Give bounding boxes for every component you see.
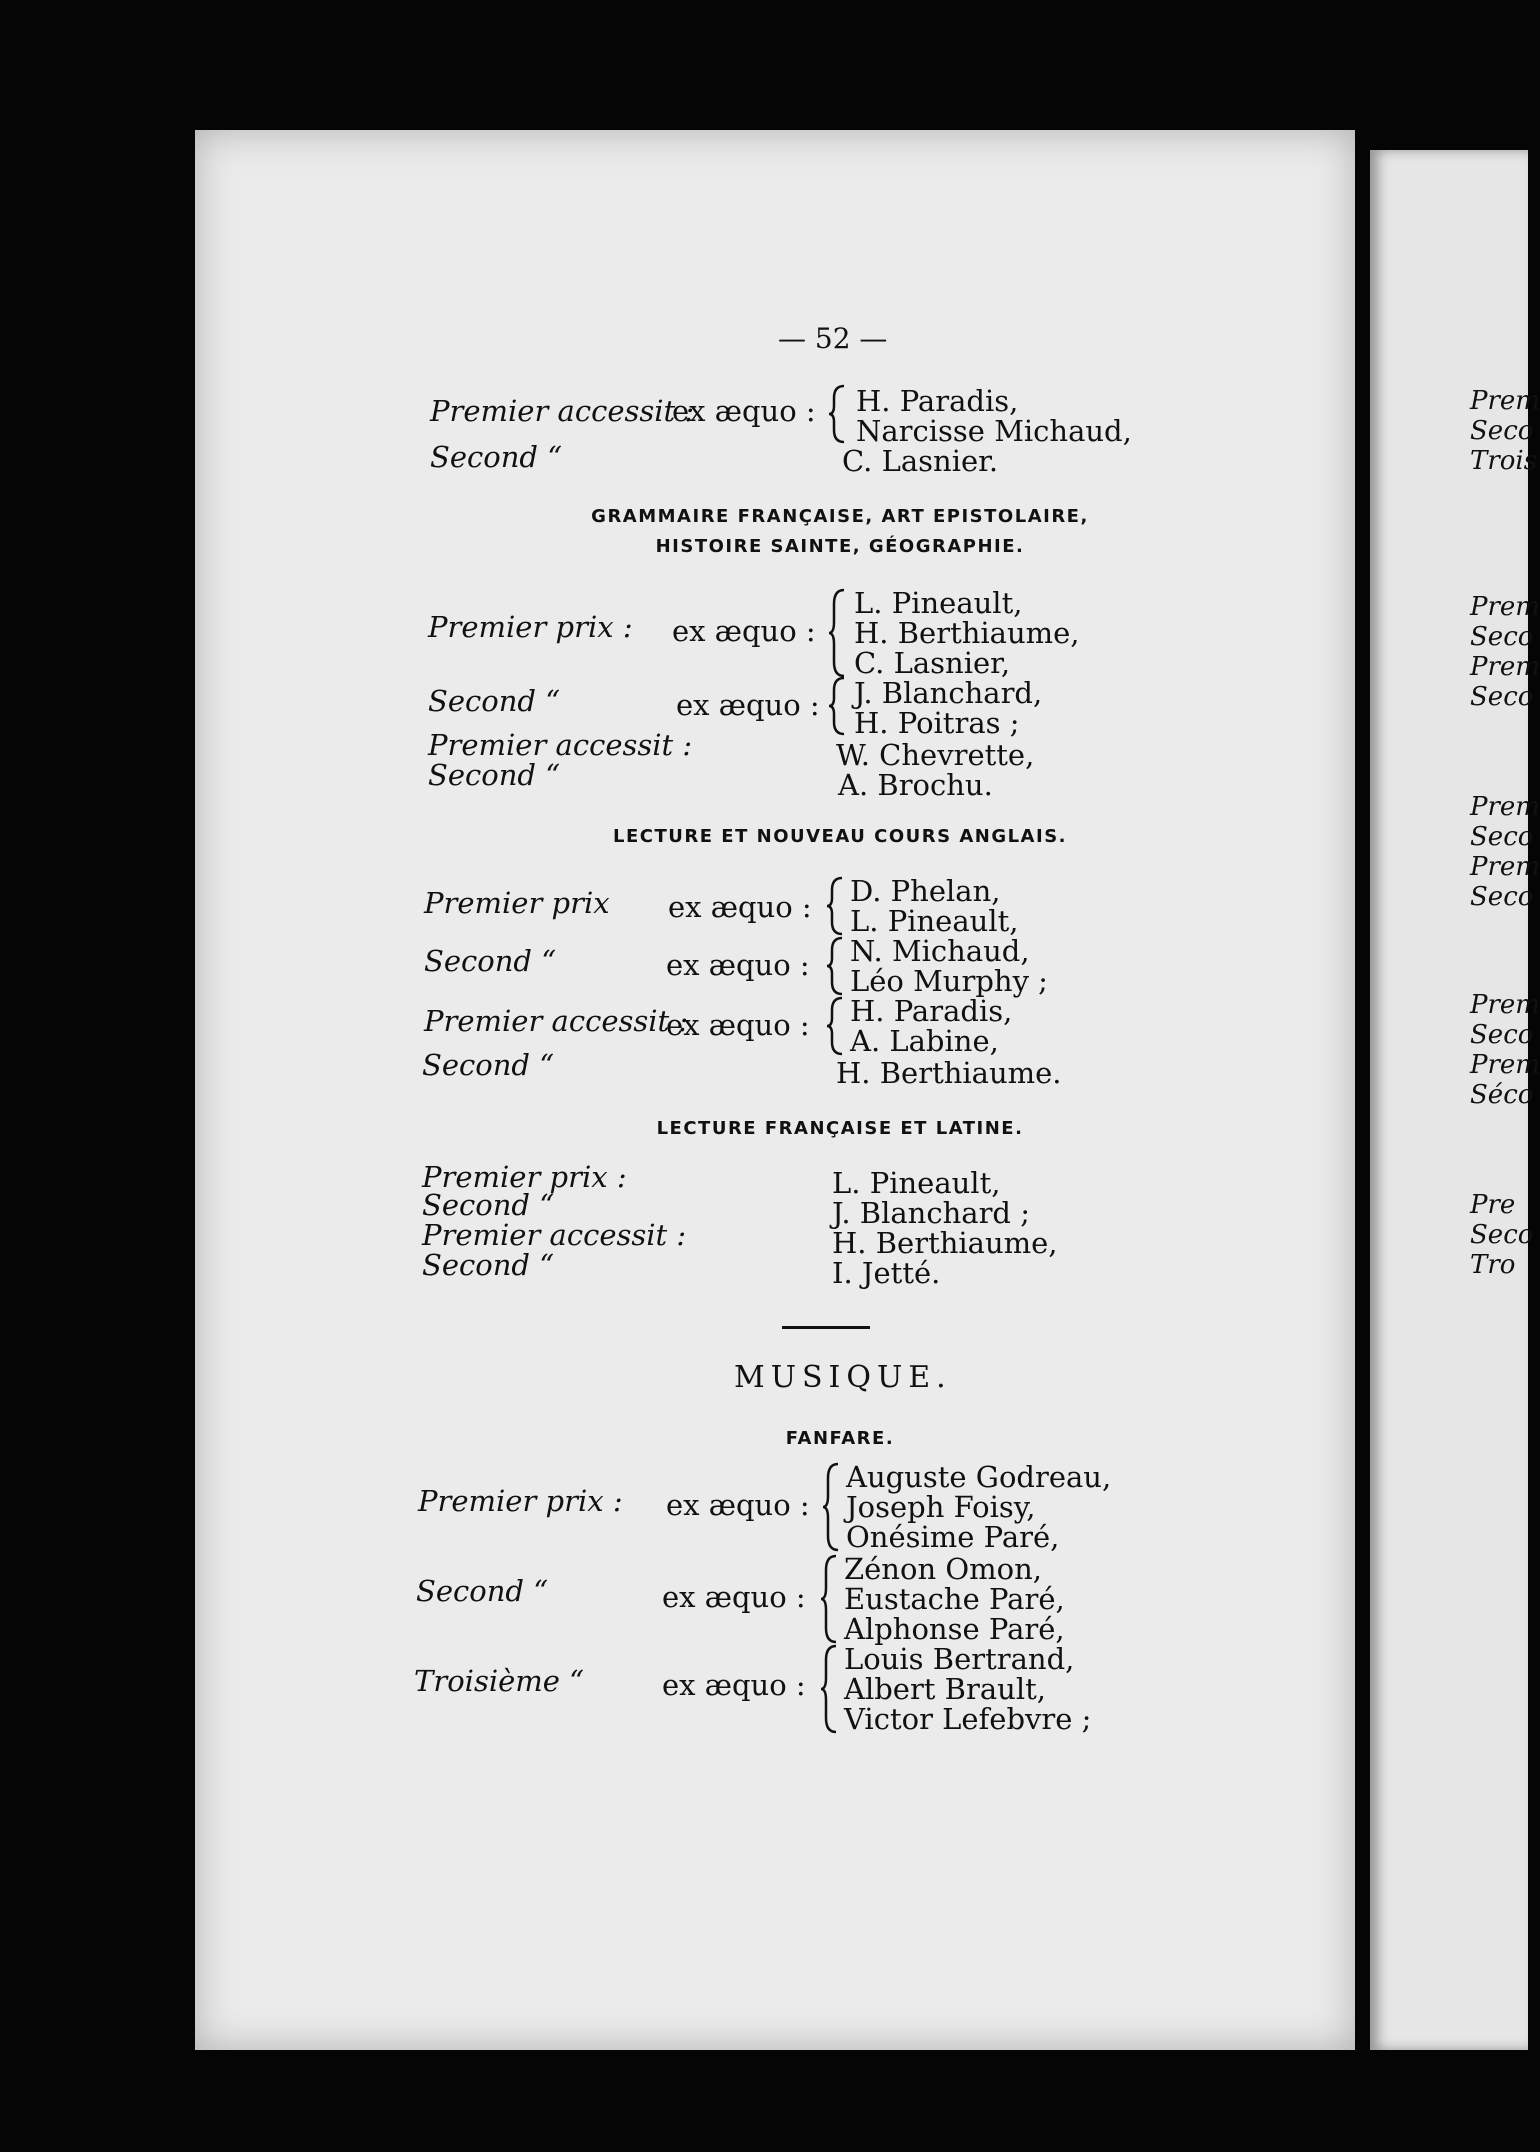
brace-icon — [828, 384, 848, 444]
name-entry: Alphonse Paré, — [844, 1612, 1065, 1646]
name-entry: Zénon Omon, — [844, 1552, 1042, 1586]
name-entry: I. Jetté. — [832, 1256, 941, 1290]
name-entry: Louis Bertrand, — [844, 1642, 1075, 1676]
name-entry: L. Pineault, — [832, 1166, 1001, 1200]
brace-icon — [826, 936, 846, 996]
name-entry: N. Michaud, — [850, 934, 1030, 968]
section-heading: HISTOIRE SAINTE, GÉOGRAPHIE. — [655, 536, 1025, 557]
row-label: Premier accessit : — [424, 1004, 689, 1038]
name-entry: D. Phelan, — [850, 874, 1001, 908]
name-entry: H. Berthiaume, — [854, 616, 1080, 650]
right-page-fragment: Seco — [1470, 1020, 1534, 1050]
right-page-fragment: Prem — [1470, 1050, 1540, 1080]
name-entry: Narcisse Michaud, — [856, 414, 1132, 448]
right-page-fragment: Prem — [1470, 852, 1540, 882]
name-entry: H. Poitras ; — [854, 706, 1020, 740]
section-divider — [782, 1326, 870, 1329]
brace-icon — [820, 1554, 840, 1644]
ex-aequo-label: ex æquo : — [666, 1008, 810, 1042]
right-page-fragment: Prem — [1470, 386, 1540, 416]
name-entry: A. Brochu. — [838, 768, 993, 802]
ex-aequo-label: ex æquo : — [662, 1668, 806, 1702]
brace-icon — [820, 1644, 840, 1734]
ex-aequo-label: ex æquo : — [672, 614, 816, 648]
row-label: Premier prix : — [418, 1484, 623, 1518]
row-label: Second “ — [430, 440, 563, 474]
section-title: MUSIQUE. — [734, 1360, 952, 1395]
right-page-fragment: Seco — [1470, 882, 1534, 912]
row-label: Premier prix : — [422, 1160, 627, 1194]
row-label: Troisième “ — [414, 1664, 584, 1698]
name-entry: J. Blanchard, — [854, 676, 1043, 710]
right-page-fragment: Prem — [1470, 792, 1540, 822]
page-number: — 52 — — [778, 322, 888, 355]
name-entry: Joseph Foisy, — [846, 1490, 1036, 1524]
right-page-fragment: Seco — [1470, 1220, 1534, 1250]
right-page-fragment: Séco — [1470, 1080, 1534, 1110]
brace-icon — [826, 996, 846, 1056]
row-label: Premier accessit : — [430, 394, 695, 428]
name-entry: H. Berthiaume. — [836, 1056, 1062, 1090]
name-entry: L. Pineault, — [850, 904, 1019, 938]
brace-icon — [828, 676, 848, 736]
name-entry: H. Berthiaume, — [832, 1226, 1058, 1260]
ex-aequo-label: ex æquo : — [666, 948, 810, 982]
right-page-fragment: Seco — [1470, 622, 1534, 652]
row-label: Second “ — [422, 1248, 555, 1282]
right-page-fragment: Prem — [1470, 990, 1540, 1020]
row-label: Premier accessit : — [428, 728, 693, 762]
right-page-fragment: Trois — [1470, 446, 1538, 476]
right-page-fragment: Seco — [1470, 822, 1534, 852]
row-label: Second “ — [416, 1574, 549, 1608]
row-label: Second “ — [422, 1048, 555, 1082]
section-heading: GRAMMAIRE FRANÇAISE, ART EPISTOLAIRE, — [591, 506, 1089, 527]
right-page-fragment: Seco — [1470, 416, 1534, 446]
right-page-fragment: Tro — [1470, 1250, 1516, 1280]
right-page-fragment: Prem — [1470, 592, 1540, 622]
ex-aequo-label: ex æquo : — [666, 1488, 810, 1522]
name-entry: Eustache Paré, — [844, 1582, 1065, 1616]
ex-aequo-label: ex æquo : — [676, 688, 820, 722]
name-entry: Léo Murphy ; — [850, 964, 1048, 998]
ex-aequo-label: ex æquo : — [672, 394, 816, 428]
name-entry: C. Lasnier, — [854, 646, 1011, 680]
right-page-fragment: Pre — [1470, 1190, 1516, 1220]
name-entry: L. Pineault, — [854, 586, 1023, 620]
ex-aequo-label: ex æquo : — [668, 890, 812, 924]
section-heading: LECTURE FRANÇAISE ET LATINE. — [656, 1118, 1024, 1139]
name-entry: H. Paradis, — [856, 384, 1019, 418]
row-label: Premier accessit : — [422, 1218, 687, 1252]
row-label: Premier prix — [424, 886, 610, 920]
name-entry: Auguste Godreau, — [846, 1460, 1112, 1494]
name-entry: Victor Lefebvre ; — [844, 1702, 1092, 1736]
name-entry: J. Blanchard ; — [832, 1196, 1030, 1230]
ex-aequo-label: ex æquo : — [662, 1580, 806, 1614]
name-entry: Albert Brault, — [844, 1672, 1046, 1706]
row-label: Premier prix : — [428, 610, 633, 644]
brace-icon — [826, 876, 846, 936]
right-page-fragment: Prem — [1470, 652, 1540, 682]
name-entry: W. Chevrette, — [836, 738, 1035, 772]
row-label: Second “ — [422, 1188, 555, 1222]
section-heading: FANFARE. — [785, 1428, 895, 1449]
row-label: Second “ — [428, 758, 561, 792]
name-entry: A. Labine, — [850, 1024, 999, 1058]
name-entry: C. Lasnier. — [842, 444, 999, 478]
row-label: Second “ — [428, 684, 561, 718]
name-entry: Onésime Paré, — [846, 1520, 1060, 1554]
right-page-fragment: Seco — [1470, 682, 1534, 712]
name-entry: H. Paradis, — [850, 994, 1013, 1028]
brace-icon — [822, 1462, 842, 1552]
row-label: Second “ — [424, 944, 557, 978]
section-heading: LECTURE ET NOUVEAU COURS ANGLAIS. — [613, 826, 1067, 847]
brace-icon — [828, 588, 848, 678]
